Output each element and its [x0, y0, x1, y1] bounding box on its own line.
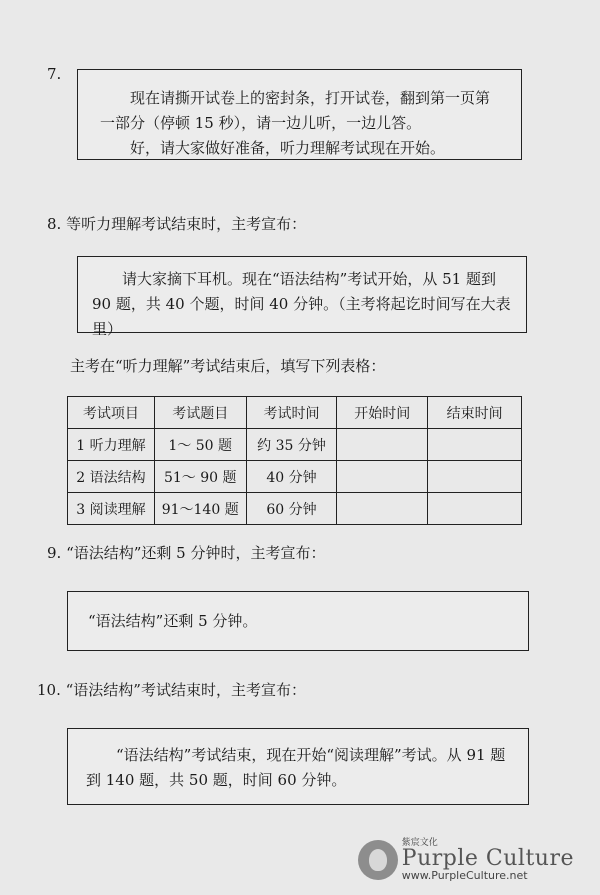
item-9-announcement-box	[67, 591, 529, 651]
item-9-label: 9. “语法结构”还剩 5 分钟时，主考宣布：	[47, 544, 326, 562]
logo-name: Purple Culture	[401, 846, 574, 871]
header-cell: 结束时间	[428, 397, 522, 429]
table-cell	[337, 429, 428, 461]
table-cell: 60 分钟	[246, 493, 337, 525]
item-7-text-1: 现在请撕开试卷上的密封条，打开试卷，翻到第一页第一部分（停顿 15 秒），请一边儿听，一边儿答。	[100, 89, 491, 132]
logo-chinese-name: 紫宸文化	[401, 838, 438, 848]
table-cell	[428, 493, 522, 525]
item-7-number: 7.	[47, 65, 62, 83]
table-cell	[337, 493, 428, 525]
table-cell: 91～140 题	[154, 493, 246, 525]
item-7-text-2: 好，请大家做好准备，听力理解考试现在开始。	[130, 139, 446, 157]
header-cell: 开始时间	[337, 397, 428, 429]
item-7-announcement-box	[77, 69, 522, 160]
item-8-label: 8. 等听力理解考试结束时，主考宣布：	[47, 215, 307, 233]
header-cell: 考试项目	[68, 397, 155, 429]
table-cell: 40 分钟	[246, 461, 337, 493]
table-cell	[337, 461, 428, 493]
item-9-text-1: “语法结构”还剩 5 分钟。	[88, 612, 258, 630]
table-cell: 3 阅读理解	[68, 493, 155, 525]
table-cell: 1 听力理解	[68, 429, 155, 461]
header-cell: 考试时间	[246, 397, 337, 429]
table-row	[68, 461, 522, 493]
table-row	[68, 493, 522, 525]
table-intro: 主考在“听力理解”考试结束后，填写下列表格：	[70, 357, 386, 375]
item-10-text-1: “语法结构”考试结束，现在开始“阅读理解”考试。从 91 题到 140 题，共 50 题，时间 60 分钟。	[86, 746, 506, 789]
item-10-announcement-box	[67, 728, 529, 805]
item-8-text-1: 请大家摘下耳机。现在“语法结构”考试开始，从 51 题到 90 题，共 40 个题，时间 40 分钟。（主考将起讫时间写在大表里）	[92, 270, 511, 338]
table-cell	[428, 461, 522, 493]
header-cell: 考试题目	[154, 397, 246, 429]
table-header-row	[68, 397, 522, 429]
logo-emblem-icon	[358, 840, 398, 880]
table-cell: 1～ 50 题	[154, 429, 246, 461]
table-cell: 51～ 90 题	[154, 461, 246, 493]
table-row	[68, 429, 522, 461]
purple-culture-logo	[358, 839, 574, 881]
table-cell: 约 35 分钟	[246, 429, 337, 461]
logo-url: www.PurpleCulture.net	[401, 869, 528, 882]
exam-schedule-table	[67, 396, 522, 525]
table-cell	[428, 429, 522, 461]
item-8-announcement-box	[77, 256, 527, 338]
item-10-label: 10. “语法结构”考试结束时，主考宣布：	[37, 681, 306, 699]
table-cell: 2 语法结构	[68, 461, 155, 493]
